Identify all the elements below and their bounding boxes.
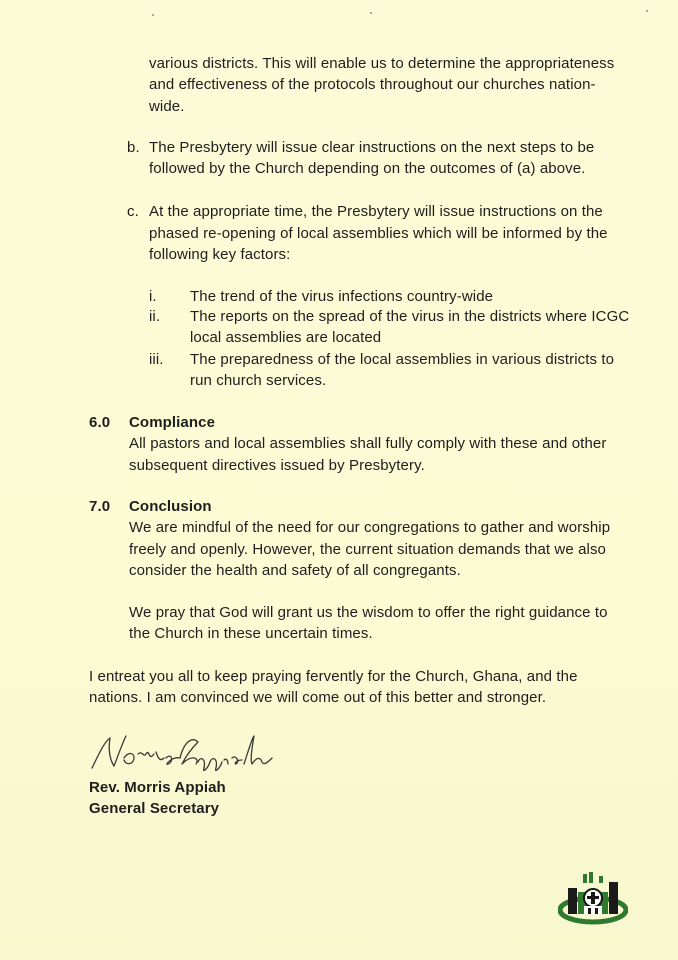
- section-6-number: 6.0: [89, 414, 111, 431]
- section-7-p1-line-2: freely and openly. However, the current situation demands that we also: [129, 541, 606, 558]
- speck: [152, 14, 154, 16]
- factor-3-marker: iii.: [149, 351, 164, 368]
- item-c-marker: c.: [127, 203, 139, 220]
- signatory-name: Rev. Morris Appiah: [89, 779, 226, 796]
- church-emblem-icon: [558, 870, 628, 926]
- item-c-line-1: At the appropriate time, the Presbytery will issue instructions on the: [149, 203, 603, 220]
- factor-2-line-1: The reports on the spread of the virus in the districts where ICGC: [190, 308, 630, 325]
- section-6-heading: Compliance: [129, 414, 216, 431]
- section-7-heading: Conclusion: [129, 498, 212, 515]
- speck: [370, 12, 372, 14]
- factor-3-line-2: run church services.: [190, 372, 327, 389]
- item-b-marker: b.: [127, 139, 140, 156]
- speck: [646, 10, 648, 12]
- factor-1-line-1: The trend of the virus infections country-wide: [190, 288, 494, 305]
- factor-1-marker: i.: [149, 288, 157, 305]
- section-7-number: 7.0: [89, 498, 111, 515]
- item-c-line-3: following key factors:: [149, 246, 291, 263]
- item-c-line-2: phased re-opening of local assemblies which will be informed by the: [149, 225, 608, 242]
- factor-2-line-2: local assemblies are located: [190, 329, 382, 346]
- section-7-p2-line-2: the Church in these uncertain times.: [129, 625, 373, 642]
- item-b-line-2: followed by the Church depending on the outcomes of (a) above.: [149, 160, 586, 177]
- section-6-line-1: All pastors and local assemblies shall fully comply with these and other: [129, 435, 607, 452]
- factor-2-marker: ii.: [149, 308, 161, 325]
- closing-line-2: nations. I am convinced we will come out of this better and stronger.: [89, 689, 547, 706]
- item-b-line-1: The Presbytery will issue clear instructions on the next steps to be: [149, 139, 595, 156]
- section-6-line-2: subsequent directives issued by Presbytery.: [129, 457, 425, 474]
- section-7-p1-line-3: consider the health and safety of all congregants.: [129, 562, 461, 579]
- continuation-line-3: wide.: [149, 98, 185, 115]
- factor-3-line-1: The preparedness of the local assemblies in various districts to: [190, 351, 615, 368]
- closing-line-1: I entreat you all to keep praying fervently for the Church, Ghana, and the: [89, 668, 578, 685]
- section-7-p2-line-1: We pray that God will grant us the wisdom to offer the right guidance to: [129, 604, 608, 621]
- section-7-p1-line-1: We are mindful of the need for our congregations to gather and worship: [129, 519, 611, 536]
- signatory-title: General Secretary: [89, 800, 220, 817]
- handwritten-signature: [88, 728, 278, 778]
- continuation-line-1: various districts. This will enable us to determine the appropriateness: [149, 55, 615, 72]
- continuation-line-2: and effectiveness of the protocols throughout our churches nation-: [149, 76, 596, 93]
